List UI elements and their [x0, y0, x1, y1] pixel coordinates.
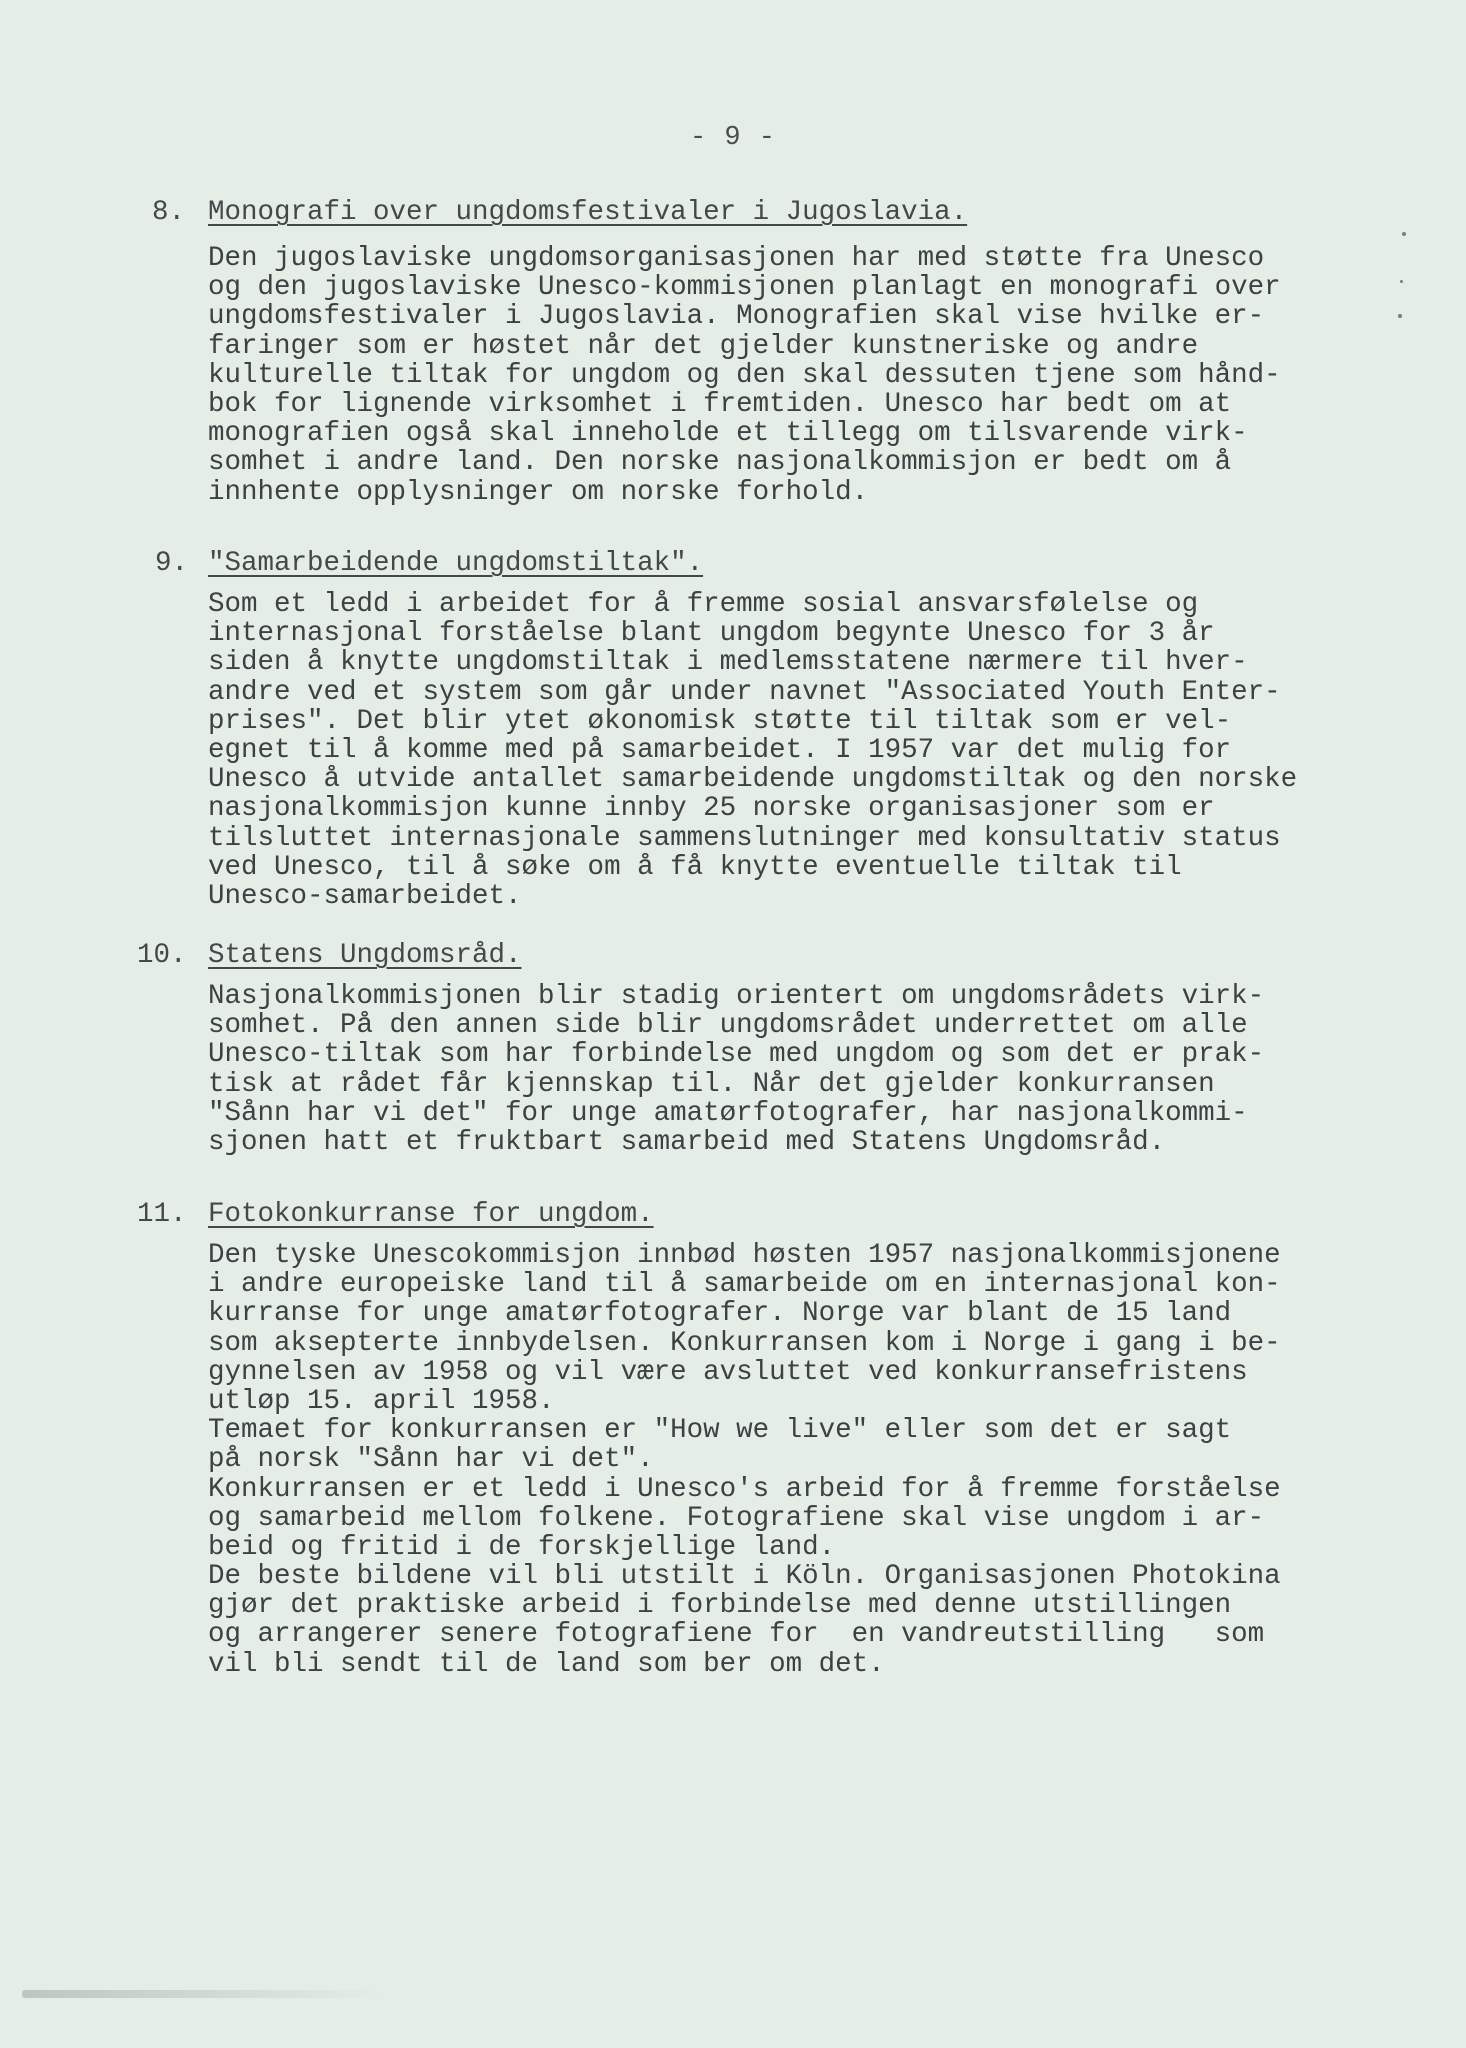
text-line: sjonen hatt et fruktbart samarbeid med Statens Ungdomsråd.	[208, 1126, 1166, 1158]
text-line: innhente opplysninger om norske forhold.	[208, 476, 869, 508]
text-line: tilsluttet internasjonale sammenslutninger med konsultativ status	[208, 822, 1281, 854]
scan-speck	[1398, 314, 1402, 318]
section-number: 8.	[152, 197, 186, 228]
text-line: egnet til å komme med på samarbeidet. I 1957 var det mulig for	[208, 734, 1232, 766]
text-line: faringer som er høstet når det gjelder kunstneriske og andre	[208, 330, 1199, 362]
section-body	[208, 1241, 1408, 1679]
scan-edge-smudge	[22, 1990, 382, 1998]
text-line: internasjonal forståelse blant ungdom begynte Unesco for 3 år	[208, 618, 1215, 650]
page-number: - 9 -	[689, 123, 776, 153]
text-line: bok for lignende virksomhet i fremtiden. Unesco har bedt om at	[208, 388, 1232, 420]
text-line: ungdomsfestivaler i Jugoslavia. Monografien skal vise hvilke er-	[208, 301, 1265, 333]
text-line: andre ved et system som går under navnet "Associated Youth Enter-	[208, 676, 1281, 708]
text-line: og samarbeid mellom folkene. Fotografiene skal vise ungdom i ar-	[208, 1502, 1265, 1534]
scan-speck	[1402, 232, 1406, 236]
text-line: vil bli sendt til de land som ber om det.	[208, 1648, 885, 1680]
section-title: Monografi over ungdomsfestivaler i Jugoslavia.	[208, 197, 968, 228]
section-title: Statens Ungdomsråd.	[208, 940, 522, 971]
text-line: Den tyske Unescokommisjon innbød høsten 1957 nasjonalkommisjonene	[208, 1240, 1281, 1271]
text-line: ved Unesco, til å søke om å få knytte eventuelle tiltak til	[208, 851, 1182, 883]
text-line: Unesco-tiltak som har forbindelse med ungdom og som det er prak-	[208, 1039, 1265, 1071]
text-line: Konkurransen er et ledd i Unesco's arbeid for å fremme forståelse	[208, 1473, 1281, 1505]
text-line: Temaet for konkurransen er "How we live" eller som det er sagt	[208, 1415, 1232, 1447]
text-line: og arrangerer senere fotografiene for en vandreutstilling som	[208, 1619, 1265, 1651]
text-line: Unesco-samarbeidet.	[208, 880, 522, 912]
section-body	[208, 982, 1408, 1157]
text-line: kurranse for unge amatørfotografer. Norge var blant de 15 land	[208, 1298, 1232, 1330]
text-line: somhet. På den annen side blir ungdomsrådet underrettet om alle	[208, 1010, 1248, 1042]
text-line: i andre europeiske land til å samarbeide om en internasjonal kon-	[208, 1269, 1281, 1301]
text-line: siden å knytte ungdomstiltak i medlemsstatene nærmere til hver-	[208, 647, 1248, 679]
text-line: Unesco å utvide antallet samarbeidende ungdomstiltak og den norske	[208, 764, 1298, 796]
text-line: og den jugoslaviske Unesco-kommisjonen planlagt en monografi over	[208, 272, 1281, 304]
section-title: "Samarbeidende ungdomstiltak".	[208, 548, 704, 579]
text-line: på norsk "Sånn har vi det".	[208, 1444, 654, 1476]
section-number: 9.	[155, 548, 189, 579]
text-line: utløp 15. april 1958.	[208, 1385, 555, 1417]
section-body	[208, 244, 1408, 507]
text-line: prises". Det blir ytet økonomisk støtte til tiltak som er vel-	[208, 705, 1232, 737]
text-line: tisk at rådet får kjennskap til. Når det gjelder konkurransen	[208, 1068, 1215, 1100]
text-line: gynnelsen av 1958 og vil være avsluttet ved konkurransefristens	[208, 1356, 1248, 1388]
text-line: Som et ledd i arbeidet for å fremme sosial ansvarsfølelse og	[208, 589, 1199, 620]
text-line: gjør det praktiske arbeid i forbindelse med denne utstillingen	[208, 1590, 1232, 1622]
text-line: somhet i andre land. Den norske nasjonalkommisjon er bedt om å	[208, 447, 1232, 479]
section-number: 11.	[137, 1199, 187, 1230]
section-number: 10.	[137, 940, 187, 971]
scan-speck	[1400, 280, 1403, 283]
text-line: Nasjonalkommisjonen blir stadig orientert om ungdomsrådets virk-	[208, 981, 1265, 1012]
text-line: beid og fritid i de forskjellige land.	[208, 1531, 836, 1563]
section-title: Fotokonkurranse for ungdom.	[208, 1199, 654, 1230]
text-line: som aksepterte innbydelsen. Konkurransen kom i Norge i gang i be-	[208, 1327, 1281, 1359]
text-line: kulturelle tiltak for ungdom og den skal dessuten tjene som hånd-	[208, 359, 1281, 391]
text-line: De beste bildene vil bli utstilt i Köln. Organisasjonen Photokina	[208, 1561, 1281, 1593]
text-line: Den jugoslaviske ungdomsorganisasjonen har med støtte fra Unesco	[208, 243, 1265, 274]
text-line: nasjonalkommisjon kunne innby 25 norske organisasjoner som er	[208, 793, 1215, 825]
text-line: "Sånn har vi det" for unge amatørfotografer, har nasjonalkommi-	[208, 1097, 1248, 1129]
text-line: monografien også skal inneholde et tillegg om tilsvarende virk-	[208, 418, 1248, 450]
section-body	[208, 590, 1408, 911]
